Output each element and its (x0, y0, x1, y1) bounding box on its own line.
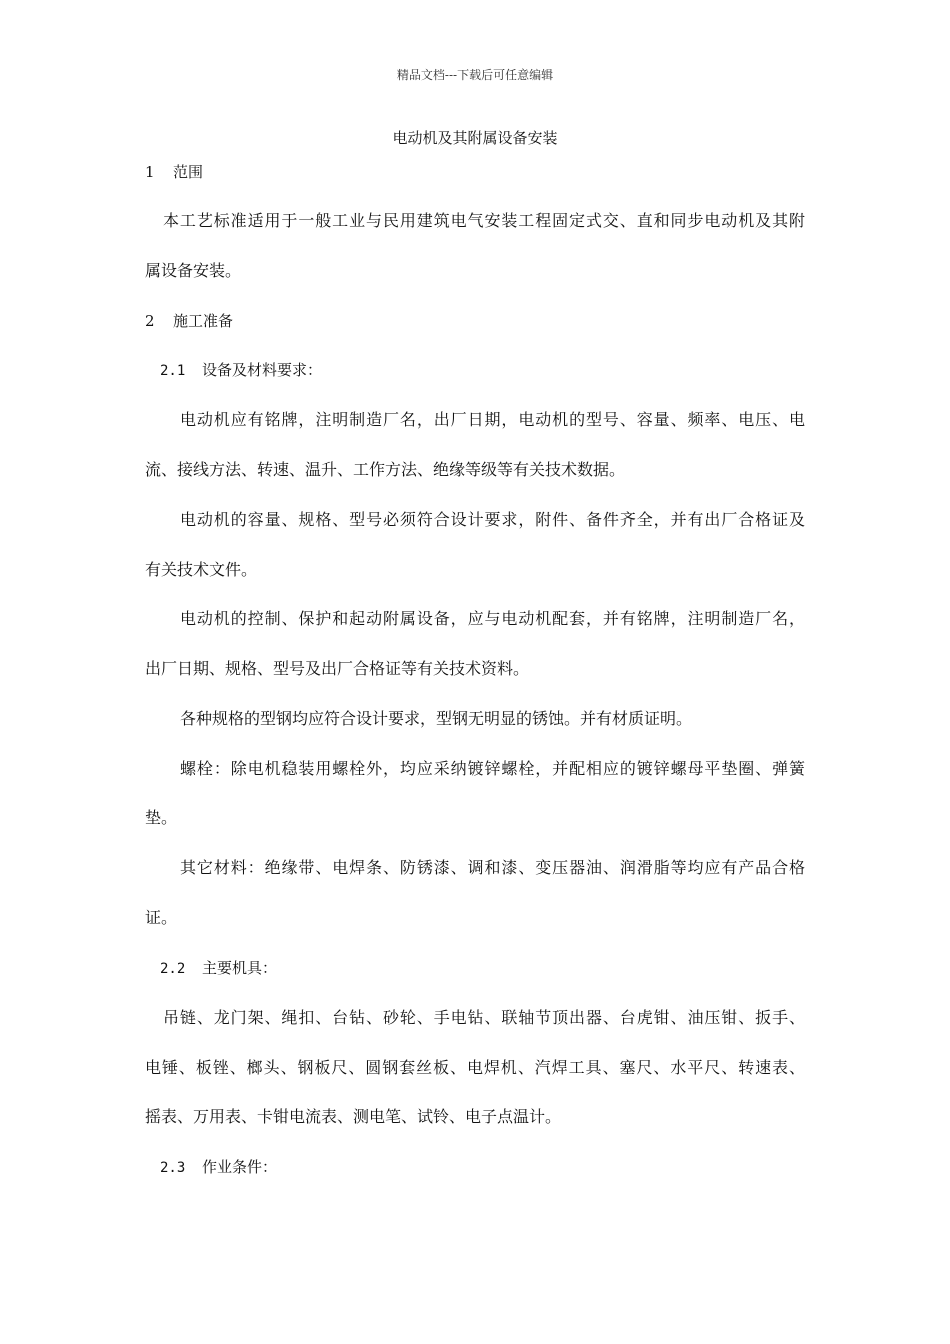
paragraph-line: 流、接线方法、转速、温升、工作方法、绝缘等级等有关技术数据。 (145, 460, 626, 479)
paragraph-line: 摇表、万用表、卡钳电流表、测电笔、试铃、电子点温计。 (145, 1107, 562, 1126)
section-heading (145, 162, 203, 182)
document-title: 电动机及其附属设备安装 (392, 129, 558, 147)
paragraph-line: 电动机应有铭牌，注明制造厂名，出厂日期，电动机的型号、容量、频率、电压、电 (180, 410, 805, 429)
subsection-heading (160, 360, 322, 381)
section-title: 范围 (173, 163, 204, 181)
subsection-heading (160, 958, 277, 979)
page-header: 精品文档---下载后可任意编辑 (396, 68, 554, 82)
section-title: 施工准备 (173, 312, 234, 330)
subsection-title: 设备及材料要求： (202, 361, 323, 379)
paragraph-line: 电锤、板锉、榔头、钢板尺、圆钢套丝板、电焊机、汽焊工具、塞尺、水平尺、转速表、 (145, 1058, 805, 1077)
section-heading (145, 311, 233, 331)
paragraph-line: 出厂日期、规格、型号及出厂合格证等有关技术资料。 (145, 659, 530, 678)
paragraph-line: 本工艺标准适用于一般工业与民用建筑电气安装工程固定式交、直和同步电动机及其附 (163, 211, 805, 230)
paragraph-line: 电动机的容量、规格、型号必须符合设计要求，附件、备件齐全，并有出厂合格证及 (180, 510, 805, 529)
section-number: 1 (145, 163, 155, 181)
subsection-number: 2.2 (160, 961, 186, 977)
subsection-number: 2.3 (160, 1160, 186, 1176)
subsection-title: 主要机具： (202, 959, 278, 977)
paragraph-line: 电动机的控制、保护和起动附属设备，应与电动机配套，并有铭牌，注明制造厂名， (180, 609, 805, 628)
paragraph-line: 其它材料：绝缘带、电焊条、防锈漆、调和漆、变压器油、润滑脂等均应有产品合格 (180, 858, 805, 877)
paragraph-line: 吊链、龙门架、绳扣、台钻、砂轮、手电钻、联轴节顶出器、台虎钳、油压钳、扳手、 (163, 1008, 805, 1027)
paragraph-line: 有关技术文件。 (145, 560, 258, 579)
subsection-number: 2.1 (160, 363, 186, 379)
subsection-heading (160, 1157, 277, 1178)
paragraph-line: 垫。 (145, 808, 178, 827)
paragraph-line: 各种规格的型钢均应符合设计要求，型钢无明显的锈蚀。并有材质证明。 (180, 709, 693, 728)
paragraph-line: 证。 (145, 908, 178, 927)
paragraph-line: 属设备安装。 (145, 261, 242, 280)
paragraph-line: 螺栓：除电机稳装用螺栓外，均应采纳镀锌螺栓，并配相应的镀锌螺母平垫圈、弹簧 (180, 759, 805, 778)
section-number: 2 (145, 312, 155, 330)
subsection-title: 作业条件： (202, 1158, 278, 1176)
